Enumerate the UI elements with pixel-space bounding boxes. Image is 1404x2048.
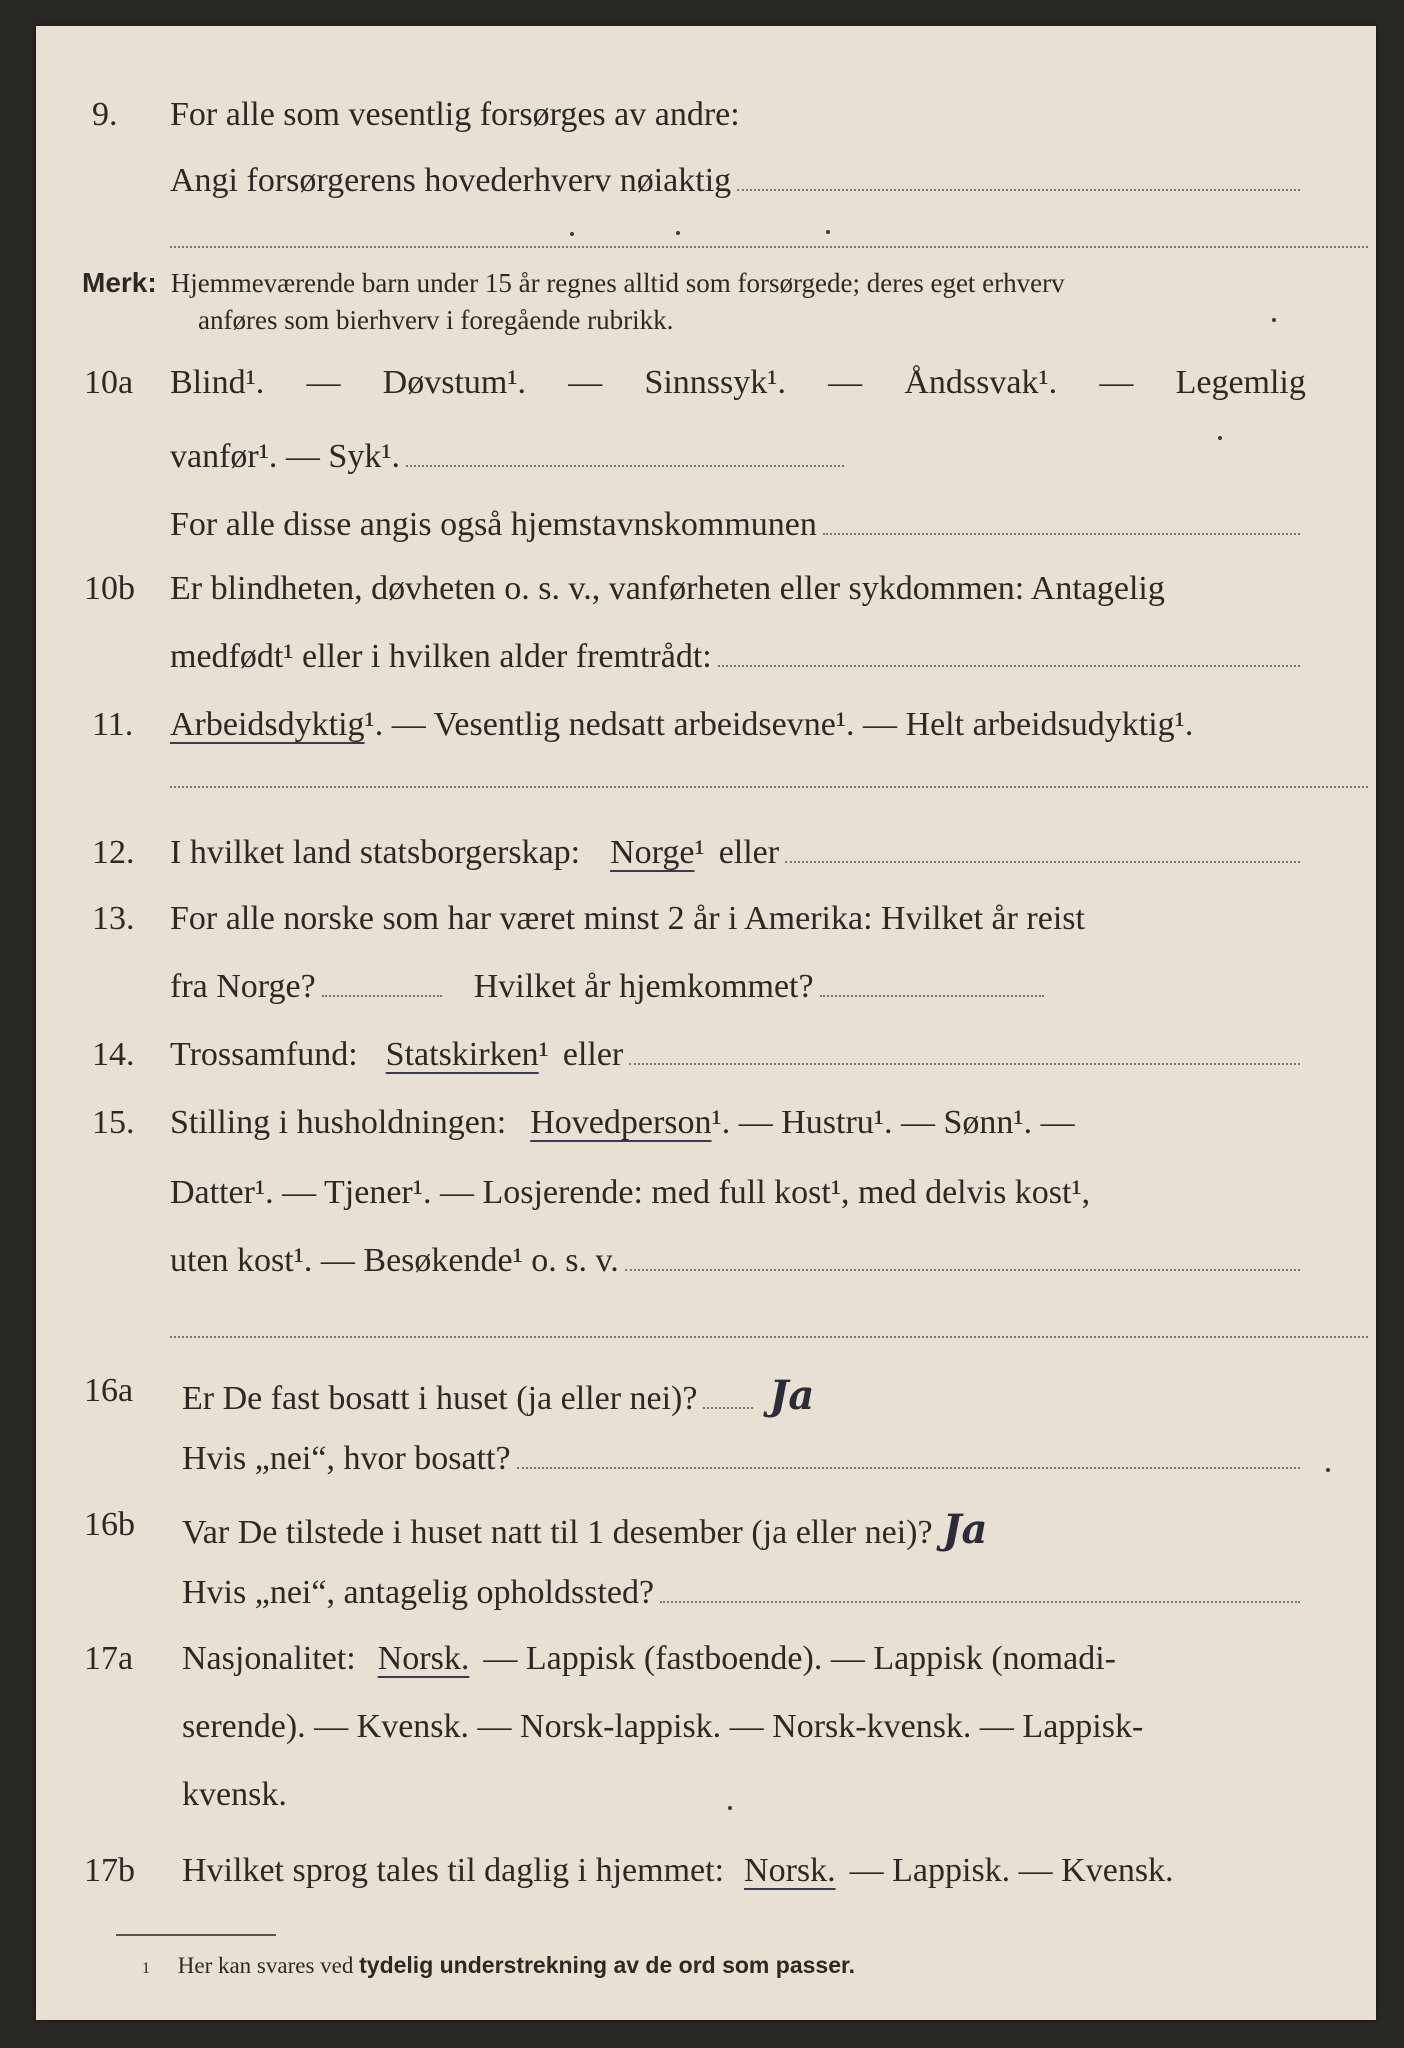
- question-text: I hvilket land statsborgerskap:: [170, 834, 581, 871]
- question-number: 16a: [84, 1372, 134, 1409]
- question-15-line-2: [36, 1174, 1376, 1224]
- question-number: 16b: [84, 1506, 135, 1543]
- question-15: [36, 1104, 1376, 1154]
- option-norsk-underlined[interactable]: Norsk.: [744, 1852, 836, 1889]
- footnote-mark: ¹: [538, 1036, 549, 1073]
- scan-speck: [1218, 436, 1222, 440]
- option-legemlig[interactable]: Legemlig: [1175, 364, 1306, 401]
- scan-speck: [676, 231, 680, 235]
- option-statskirken-underlined[interactable]: Statskirken: [385, 1036, 539, 1073]
- separator: —: [568, 364, 603, 401]
- question-text: For alle som vesentlig forsørges av andre:: [170, 96, 740, 133]
- question-16a: [36, 1372, 1376, 1422]
- question-text: — Lappisk. — Kvensk.: [849, 1852, 1174, 1889]
- option-hovedperson-underlined[interactable]: Hovedperson: [530, 1104, 712, 1141]
- handwritten-answer[interactable]: Ja: [769, 1372, 815, 1419]
- question-text: Hvilket sprog tales til daglig i hjemmet:: [182, 1852, 725, 1889]
- question-13: [36, 900, 1376, 950]
- option-sinnssyk[interactable]: Sinnssyk¹.: [644, 364, 786, 401]
- question-number: 13.: [92, 900, 135, 937]
- note-text: anføres som bierhverv i foregående rubrikk.: [198, 305, 674, 335]
- answer-line[interactable]: [517, 1445, 1300, 1469]
- question-number: 17b: [84, 1852, 135, 1889]
- question-text: serende). — Kvensk. — Norsk-lappisk. — Norsk-kvensk. — Lappisk-: [182, 1708, 1144, 1745]
- answer-line[interactable]: [737, 167, 1300, 191]
- option-dovstum[interactable]: Døvstum¹.: [382, 364, 527, 401]
- question-11: [36, 706, 1376, 756]
- question-text: Var De tilstede i huset natt til 1 desember (ja eller nei)?: [182, 1514, 933, 1551]
- question-text: For alle disse angis også hjemstavnskommunen: [170, 506, 817, 543]
- answer-line[interactable]: [703, 1385, 753, 1409]
- question-text: fra Norge?: [170, 968, 316, 1005]
- option-norsk-underlined[interactable]: Norsk.: [377, 1640, 470, 1677]
- scan-speck: [826, 230, 830, 234]
- question-number: 12.: [92, 834, 135, 871]
- question-17a-line-2: [36, 1708, 1376, 1758]
- question-9-line-2: [36, 162, 1376, 212]
- question-text: Angi forsørgerens hovederhverv nøiaktig: [170, 162, 732, 199]
- option-andssvak[interactable]: Åndssvak¹.: [904, 364, 1058, 401]
- question-10a: [36, 364, 1376, 414]
- question-text: Stilling i husholdningen:: [170, 1104, 507, 1141]
- answer-line[interactable]: [322, 973, 442, 997]
- question-12: [36, 834, 1376, 884]
- question-text: ¹. — Hustru¹. — Sønn¹. —: [711, 1104, 1075, 1141]
- footnote-marker: 1: [142, 1960, 150, 1977]
- separator: —: [1099, 364, 1134, 401]
- note-label: Merk:: [82, 267, 157, 298]
- question-text: uten kost¹. — Besøkende¹ o. s. v.: [170, 1242, 619, 1279]
- answer-line[interactable]: [660, 1579, 1300, 1603]
- question-10b: [36, 570, 1376, 620]
- question-text: Er De fast bosatt i huset (ja eller nei)?: [182, 1380, 698, 1417]
- question-number: 11.: [92, 706, 134, 743]
- footnote: [142, 1952, 855, 1979]
- scan-speck: [728, 1806, 732, 1810]
- question-text: vanfør¹. — Syk¹.: [170, 438, 401, 475]
- question-text: Datter¹. — Tjener¹. — Losjerende: med full kost¹, med delvis kost¹,: [170, 1174, 1091, 1211]
- option-norge-underlined[interactable]: Norge: [610, 834, 695, 871]
- question-text: Trossamfund:: [170, 1036, 358, 1073]
- question-17b: [36, 1852, 1376, 1902]
- footnote-rule: [116, 1934, 276, 1936]
- answer-line[interactable]: [820, 973, 1044, 997]
- scan-speck: [1326, 1468, 1330, 1472]
- footnote-mark: ¹: [694, 834, 705, 871]
- question-text: Hvilket år hjemkommet?: [473, 968, 814, 1005]
- question-13-line-2: [36, 968, 1376, 1018]
- note-block: [82, 264, 1065, 339]
- question-text: Er blindheten, døvheten o. s. v., vanførheten eller sykdommen: Antagelig: [170, 570, 1165, 607]
- question-16b-line-2: [36, 1574, 1376, 1624]
- question-text: — Lappisk (fastboende). — Lappisk (nomadi-: [483, 1640, 1116, 1677]
- question-text: medfødt¹ eller i hvilken alder fremtrådt:: [170, 638, 712, 675]
- question-16a-line-2: [36, 1440, 1376, 1490]
- scan-speck: [570, 232, 574, 236]
- answer-line[interactable]: [170, 246, 1368, 248]
- question-17a: [36, 1640, 1376, 1690]
- question-text: eller: [718, 834, 780, 871]
- answer-line[interactable]: [823, 511, 1300, 535]
- question-9: [36, 96, 1376, 146]
- separator: —: [306, 364, 341, 401]
- scan-speck: [1272, 318, 1276, 322]
- answer-line[interactable]: [170, 1336, 1368, 1338]
- handwritten-answer[interactable]: Ja: [942, 1506, 988, 1553]
- answer-line[interactable]: [170, 786, 1368, 788]
- question-15-line-3: [36, 1242, 1376, 1292]
- question-text: kvensk.: [182, 1776, 287, 1813]
- question-text: For alle norske som har været minst 2 år i Amerika: Hvilket år reist: [170, 900, 1085, 937]
- question-10a-line-3: [36, 506, 1376, 556]
- question-number: 17a: [84, 1640, 134, 1677]
- option-arbeidsdyktig-underlined[interactable]: Arbeidsdyktig: [170, 706, 365, 743]
- question-text: Hvis „nei“, hvor bosatt?: [182, 1440, 511, 1477]
- option-blind[interactable]: Blind¹.: [170, 364, 265, 401]
- question-number: 14.: [92, 1036, 135, 1073]
- note-text: Hjemmeværende barn under 15 år regnes alltid som forsørgede; deres eget erhverv: [170, 268, 1065, 298]
- answer-line[interactable]: [406, 443, 844, 467]
- answer-line[interactable]: [718, 643, 1300, 667]
- census-form-page: [36, 26, 1376, 2020]
- question-number: 10a: [84, 364, 134, 401]
- separator: —: [828, 364, 863, 401]
- footnote-bold-text: tydelig understrekning av de ord som passer.: [359, 1952, 856, 1978]
- question-14: [36, 1036, 1376, 1086]
- question-text: eller: [562, 1036, 624, 1073]
- question-number: 9.: [92, 96, 118, 133]
- answer-line[interactable]: [625, 1247, 1300, 1271]
- question-number: 10b: [84, 570, 135, 607]
- question-number: 15.: [92, 1104, 135, 1141]
- question-text: Nasjonalitet:: [182, 1640, 356, 1677]
- question-text: Hvis „nei“, antagelig opholdssted?: [182, 1574, 655, 1611]
- question-text: ¹. — Vesentlig nedsatt arbeidsevne¹. — Helt arbeidsudyktig¹.: [364, 706, 1194, 743]
- question-16b: [36, 1506, 1376, 1556]
- answer-line[interactable]: [785, 839, 1300, 863]
- question-10b-line-2: [36, 638, 1376, 688]
- question-10a-line-2: [36, 438, 1376, 488]
- question-17a-line-3: [36, 1776, 1376, 1826]
- footnote-text: Her kan svares ved: [177, 1953, 354, 1978]
- answer-line[interactable]: [629, 1041, 1300, 1065]
